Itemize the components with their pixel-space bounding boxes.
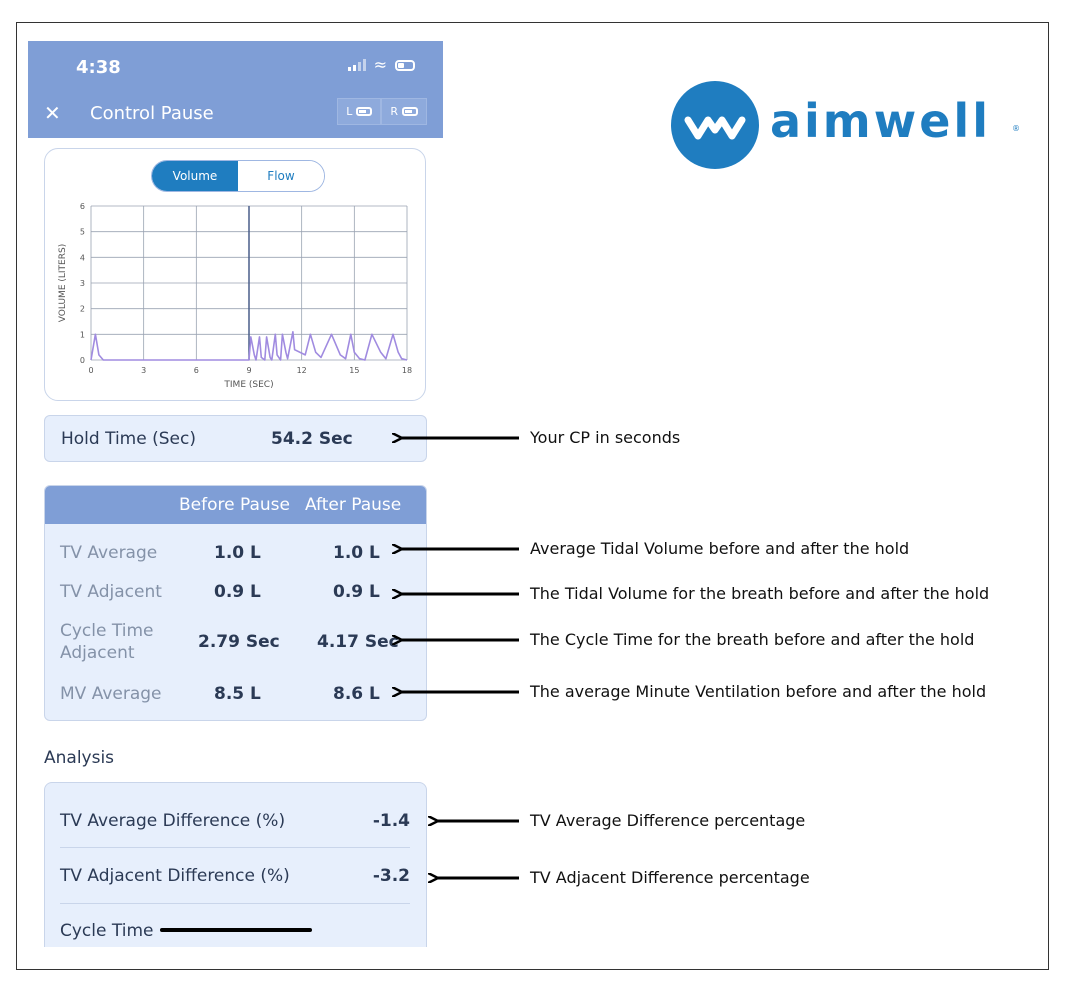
annotation-tv-adjacent: The Tidal Volume for the breath before and after the hold	[530, 584, 990, 603]
right-device-label: R	[390, 105, 398, 118]
mv-average-label: MV Average	[60, 684, 162, 704]
x-tick-label: 18	[401, 366, 413, 375]
left-device-label: L	[346, 105, 353, 118]
tv-average-diff-label: TV Average Difference (%)	[60, 811, 286, 831]
x-axis-label: TIME (SEC)	[224, 380, 274, 390]
annotation-tv-avg-diff: TV Average Difference percentage	[530, 811, 806, 830]
tv-adjacent-diff-label: TV Adjacent Difference (%)	[60, 866, 290, 886]
annotation-mv-average: The average Minute Ventilation before and after the hold	[530, 682, 987, 701]
cycle-time-after: 4.17 Sec	[317, 632, 399, 652]
annotation-cycle-time: The Cycle Time for the breath before and after the hold	[530, 630, 975, 649]
y-tick-label: 0	[79, 356, 85, 365]
before-pause-header: Before Pause	[179, 495, 290, 515]
x-tick-label: 0	[88, 366, 94, 375]
y-tick-label: 3	[79, 279, 85, 288]
tv-average-before: 1.0 L	[214, 543, 261, 563]
tv-average-diff-value: -1.4	[372, 811, 410, 831]
aimwell-logo-text: aimwell	[770, 94, 991, 148]
flow-tab[interactable]: Flow	[238, 161, 324, 191]
x-tick-label: 3	[141, 366, 147, 375]
mv-average-before: 8.5 L	[214, 684, 261, 704]
x-tick-label: 9	[246, 366, 252, 375]
annotation-tv-adj-diff: TV Adjacent Difference percentage	[530, 868, 810, 887]
close-icon[interactable]: ✕	[44, 101, 61, 125]
after-pause-header: After Pause	[305, 495, 402, 515]
hold-time-label: Hold Time (Sec)	[61, 429, 196, 449]
cycle-time-before: 2.79 Sec	[198, 632, 280, 652]
tv-adjacent-after: 0.9 L	[333, 582, 380, 602]
registered-mark: ®	[1012, 124, 1020, 133]
y-tick-label: 1	[79, 330, 85, 340]
annotation-tv-average: Average Tidal Volume before and after the hold	[530, 539, 910, 558]
cycle-time-label-line1: Cycle Time	[60, 621, 154, 641]
hold-time-value: 54.2 Sec	[271, 429, 353, 449]
volume-tab[interactable]: Volume	[152, 161, 238, 191]
y-tick-label: 6	[79, 202, 85, 211]
status-time: 4:38	[76, 57, 121, 78]
x-tick-label: 15	[349, 366, 360, 375]
cycle-time-diff-label: Cycle Time	[60, 921, 154, 941]
analysis-title: Analysis	[44, 748, 115, 768]
annotation-hold: Your CP in seconds	[530, 428, 681, 447]
x-tick-label: 12	[296, 366, 307, 375]
y-tick-label: 4	[79, 253, 85, 263]
tv-adjacent-diff-value: -3.2	[372, 866, 410, 886]
y-tick-label: 2	[79, 304, 85, 314]
cycle-time-label-line2: Adjacent	[60, 643, 135, 663]
mv-average-after: 8.6 L	[333, 684, 380, 704]
tv-adjacent-before: 0.9 L	[214, 582, 261, 602]
tv-average-after: 1.0 L	[333, 543, 380, 563]
x-tick-label: 6	[193, 366, 199, 375]
wifi-icon: ≈	[373, 55, 387, 74]
tv-adjacent-label: TV Adjacent	[60, 582, 162, 602]
y-tick-label: 5	[79, 227, 85, 237]
y-axis-label: VOLUME (LITERS)	[58, 243, 68, 323]
tv-average-label: TV Average	[60, 543, 158, 563]
page-title: Control Pause	[90, 103, 214, 124]
